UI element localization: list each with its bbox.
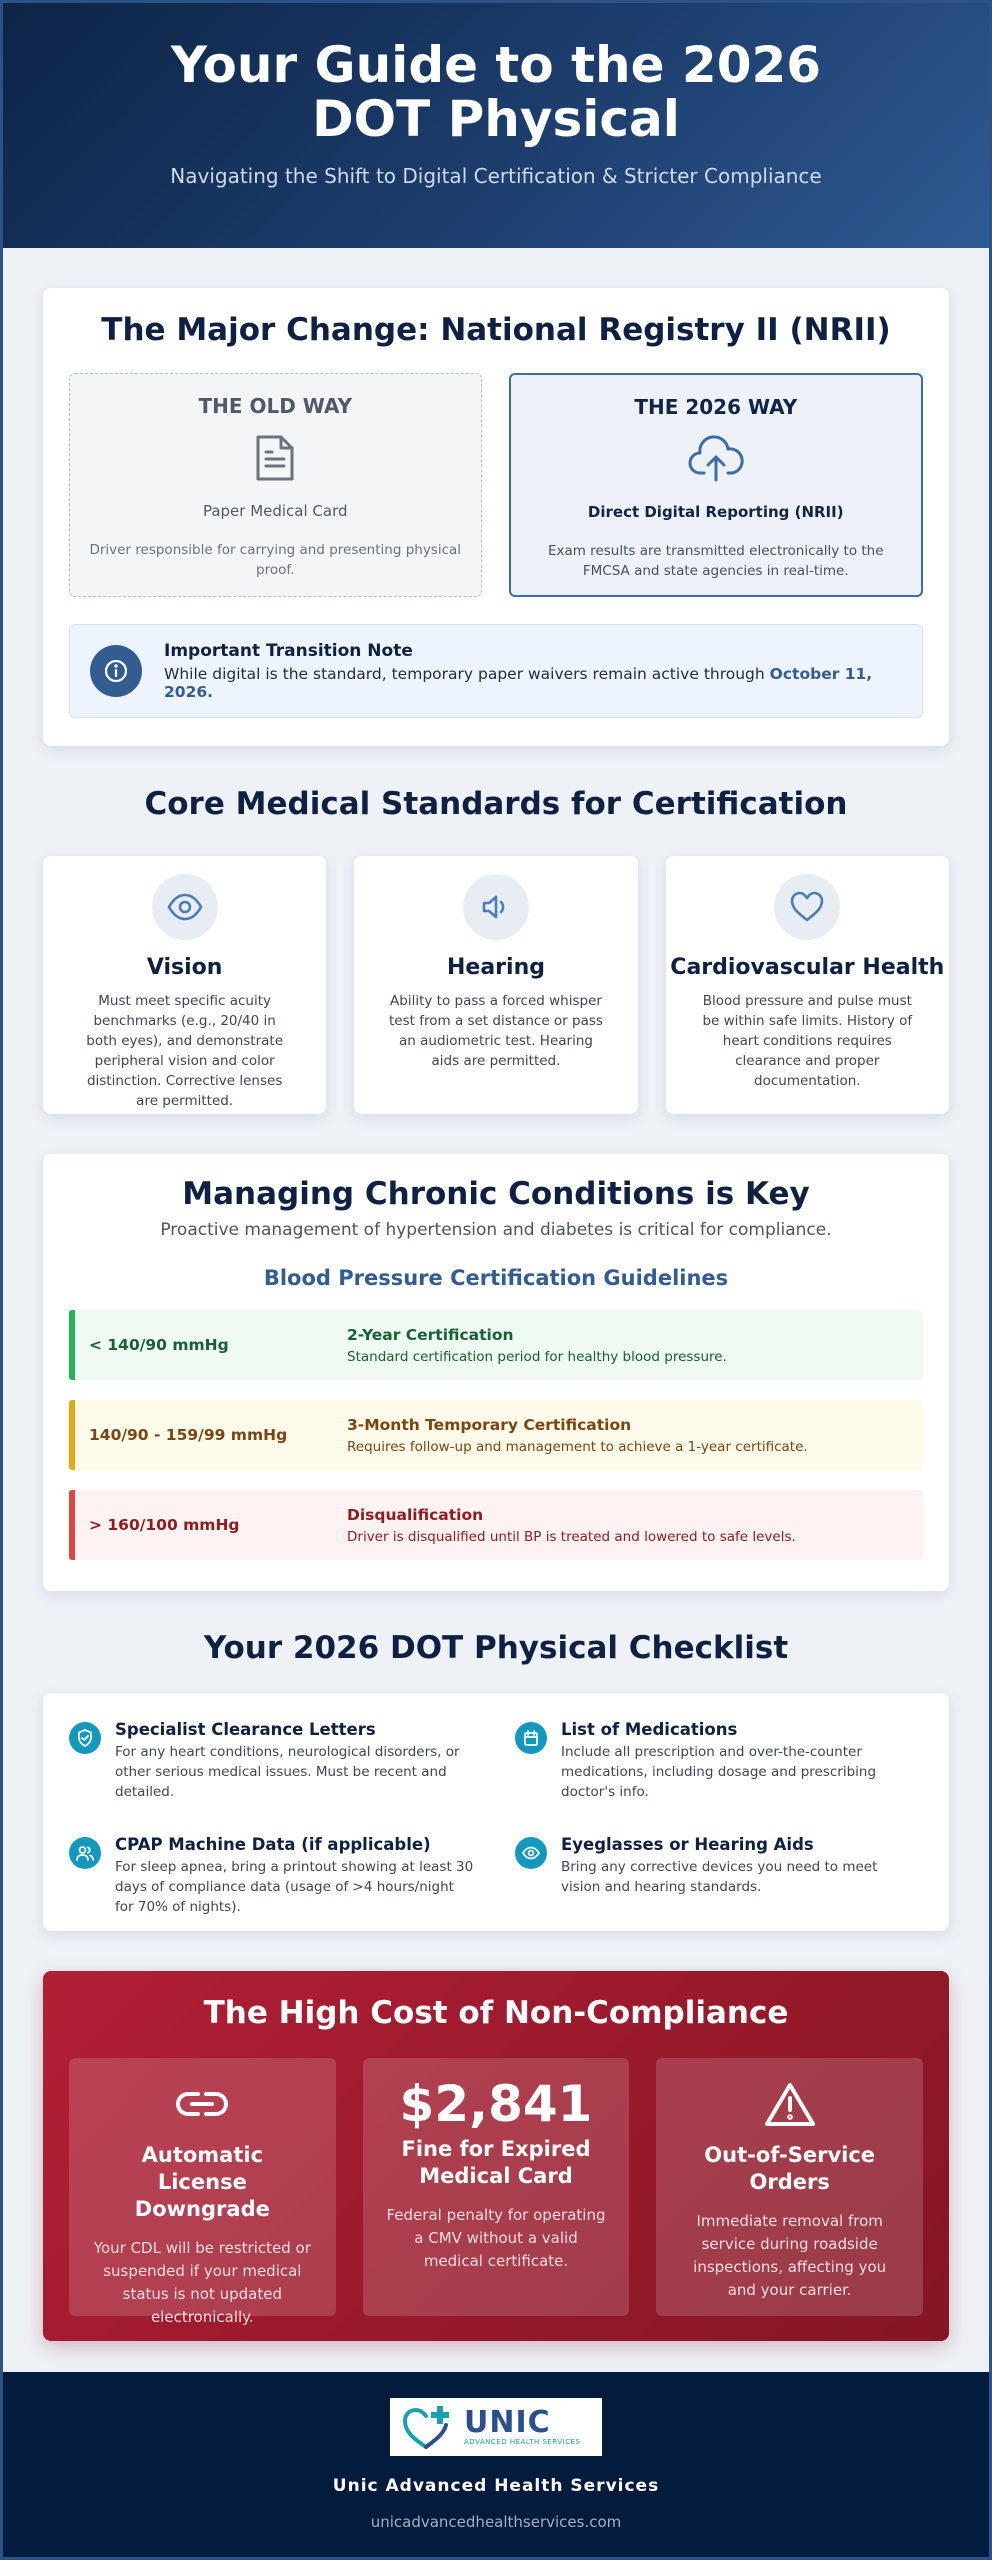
heart-icon: [774, 874, 840, 940]
checklist-item: [515, 1835, 923, 1932]
heart-cross-logo-icon: [400, 2403, 458, 2451]
bp-detail: Standard certification period for healthy blood pressure.: [347, 1348, 727, 1365]
main-content: [0, 248, 992, 2341]
cost-card-title: Fine for Expired Medical Card: [401, 2137, 591, 2188]
standards-row: [43, 856, 949, 1114]
checklist-item-description: For sleep apnea, bring a printout showing at least 30 days of compliance data (usage of >4 hours/night for 70% of nights).: [115, 1858, 474, 1915]
cost-section: [43, 1971, 949, 2341]
checklist-item-description: Include all prescription and over-the-counter medications, including dosage and prescribing doctor's info.: [561, 1744, 877, 1800]
note-text: [164, 665, 922, 701]
old-way-description: Driver responsible for carrying and presenting physical proof.: [89, 542, 462, 578]
page-title: Your Guide to the 2026 DOT Physical: [170, 36, 822, 148]
checklist-item-title: Eyeglasses or Hearing Aids: [561, 1834, 814, 1854]
nrii-section: [43, 288, 949, 746]
cost-card-downgrade: [69, 2058, 336, 2326]
eye-icon: [152, 874, 218, 940]
fine-amount: $2,841: [399, 2075, 593, 2133]
standard-description: Blood pressure and pulse must be within safe limits. History of heart conditions requires clearance and proper documentation.: [702, 993, 913, 1089]
standard-title: Cardiovascular Health: [670, 955, 945, 980]
cost-card-out-of-service: [656, 2058, 923, 2316]
standard-description: Must meet specific acuity benchmarks (e.g., 20/40 in both eyes), and demonstrate peripheral vision and color distinction. Corrective lenses are permitted.: [86, 993, 284, 1109]
checklist-item: [69, 1835, 515, 1932]
cloud-upload-icon: [511, 429, 922, 489]
bp-row-normal: [69, 1310, 923, 1380]
company-logo: [390, 2398, 602, 2456]
speaker-icon: [463, 874, 529, 940]
standard-card-cardio: [666, 856, 949, 1114]
company-name: Unic Advanced Health Services: [332, 2476, 660, 2496]
cost-card-description: Immediate removal from service during roadside inspections, affecting you and your carrier.: [693, 2212, 887, 2299]
calendar-icon: [515, 1722, 547, 1754]
bp-detail: Driver is disqualified until BP is treated and lowered to safe levels.: [347, 1528, 796, 1545]
checklist-card: [43, 1693, 949, 1931]
bp-range: 140/90 - 159/99 mmHg: [89, 1426, 288, 1444]
checklist-item-title: List of Medications: [561, 1720, 738, 1739]
logo-tagline: ADVANCED HEALTH SERVICES: [464, 2438, 581, 2446]
checklist-title: Your 2026 DOT Physical Checklist: [203, 1630, 789, 1666]
hero-header: [0, 0, 992, 248]
new-way-label: Direct Digital Reporting (NRII): [587, 503, 844, 521]
cost-row: [69, 2058, 923, 2326]
checklist-item-title: CPAP Machine Data (if applicable): [115, 1834, 431, 1854]
note-body: While digital is the standard, temporary paper waivers remain active through: [164, 665, 765, 683]
checklist-item-description: For any heart conditions, neurological disorders, or other serious medical issues. Must be recent and detailed.: [115, 1744, 460, 1800]
transition-note: [69, 624, 923, 718]
bp-range: > 160/100 mmHg: [89, 1516, 240, 1534]
users-icon: [69, 1837, 101, 1869]
bp-guidelines-title: Blood Pressure Certification Guidelines: [263, 1266, 729, 1290]
chronic-subtitle: Proactive management of hypertension and diabetes is critical for compliance.: [160, 1220, 832, 1240]
logo-wordmark: UNIC: [464, 2405, 551, 2440]
page-subtitle: Navigating the Shift to Digital Certification & Stricter Compliance: [170, 164, 822, 188]
website-link[interactable]: unicadvancedhealthservices.com: [370, 2513, 622, 2531]
standard-title: Vision: [146, 955, 223, 980]
standard-card-vision: [43, 856, 326, 1114]
footer: [0, 2372, 992, 2560]
cost-title: The High Cost of Non-Compliance: [203, 1995, 789, 2031]
new-way-description: Exam results are transmitted electronically to the FMCSA and state agencies in real-time.: [547, 543, 884, 579]
info-icon: [90, 645, 142, 697]
warning-icon: [656, 2078, 923, 2130]
old-way-heading: THE OLD WAY: [198, 394, 353, 418]
eye-icon: [515, 1837, 547, 1869]
checklist-item-title: Specialist Clearance Letters: [115, 1720, 376, 1739]
standards-title: Core Medical Standards for Certification: [144, 786, 848, 822]
chronic-title: Managing Chronic Conditions is Key: [182, 1176, 810, 1212]
new-way-card: [509, 373, 924, 597]
cost-card-title: Automatic License Downgrade: [134, 2143, 270, 2221]
document-icon: [70, 428, 481, 488]
checklist-item: [69, 1720, 515, 1817]
old-way-label: Paper Medical Card: [202, 502, 348, 520]
bp-result: 2-Year Certification: [347, 1325, 514, 1344]
cost-card-fine: [363, 2058, 630, 2316]
bp-detail: Requires follow-up and management to achieve a 1-year certificate.: [347, 1438, 808, 1455]
bp-result: 3-Month Temporary Certification: [347, 1415, 632, 1434]
note-title: Important Transition Note: [164, 641, 413, 661]
shield-check-icon: [69, 1722, 101, 1754]
bp-range: < 140/90 mmHg: [89, 1336, 229, 1354]
cost-card-description: Your CDL will be restricted or suspended if your medical status is not updated electronically.: [93, 2239, 311, 2326]
checklist-item: [515, 1720, 923, 1817]
standard-title: Hearing: [447, 955, 545, 980]
new-way-heading: THE 2026 WAY: [634, 395, 798, 419]
standard-description: Ability to pass a forced whisper test from a set distance or pass an audiometric test. Hearing aids are permitted.: [389, 993, 603, 1069]
ways-comparison: [69, 373, 923, 597]
note-date: October 11, 2026.: [164, 665, 873, 701]
bp-row-high: [69, 1490, 923, 1560]
standard-card-hearing: [354, 856, 637, 1114]
cost-card-description: Federal penalty for operating a CMV without a valid medical certificate.: [386, 2206, 606, 2270]
bp-row-elevated: [69, 1400, 923, 1470]
link-icon: [69, 2078, 336, 2130]
cost-card-title: Out-of-Service Orders: [704, 2143, 876, 2194]
bp-guidelines: [69, 1310, 923, 1560]
chronic-section: [43, 1154, 949, 1591]
checklist-item-description: Bring any corrective devices you need to meet vision and hearing standards.: [561, 1858, 878, 1895]
old-way-card: [69, 373, 482, 597]
bp-result: Disqualification: [347, 1505, 484, 1524]
nrii-title: The Major Change: National Registry II (NRII): [101, 312, 891, 348]
